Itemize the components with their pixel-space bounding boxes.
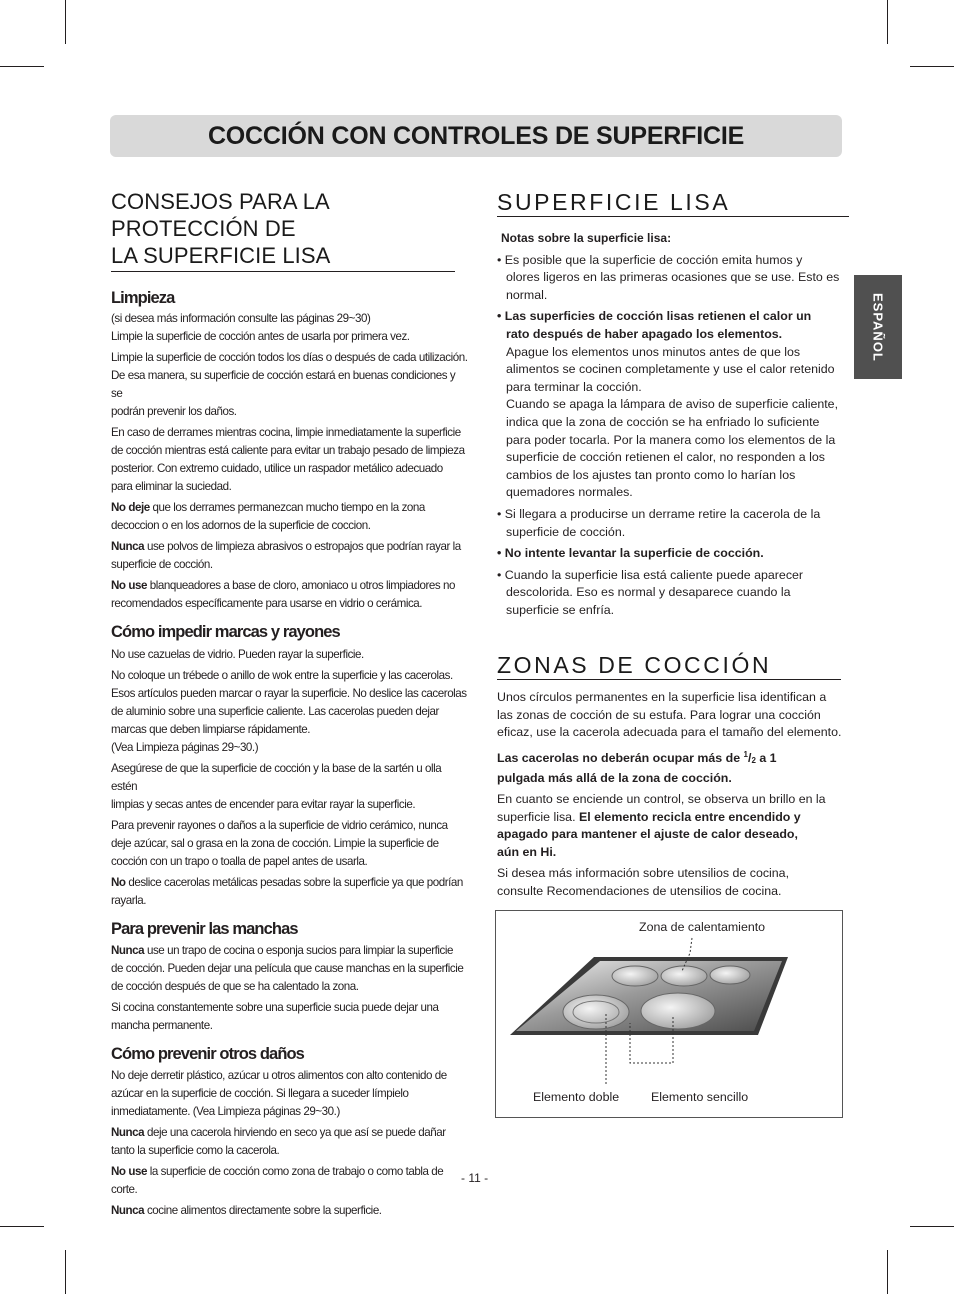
paragraph-line: inmediatamente. (Vea Limpieza páginas 29~30.) <box>111 1105 340 1118</box>
paragraph-line: marcas que deben limpiarse rápidamente. <box>111 723 310 736</box>
paragraph-line <box>111 1202 469 1220</box>
page-number: - 11 - <box>461 1171 489 1185</box>
paragraph-line <box>111 538 469 556</box>
paragraph-line <box>111 1124 469 1142</box>
crop-mark <box>65 0 66 44</box>
text: deje una cacerola hirviendo en seco ya que así se puede dañar <box>144 1126 446 1139</box>
right-column-zonas <box>497 651 849 901</box>
section-heading-zonas: ZONAS DE COCCIÓN <box>497 652 772 678</box>
crop-mark <box>910 1226 954 1227</box>
paragraph-line: tanto la superficie como la cacerola. <box>111 1144 280 1157</box>
paragraph-line: deje azúcar, sal o grasa en la zona de cocción. Limpie la superficie de <box>111 837 439 850</box>
paragraph-line: eficaz, use la cacerola adecuada para el tamaño del elemento. <box>497 725 842 740</box>
language-tab <box>854 275 902 379</box>
emphasis: No <box>111 876 126 889</box>
text: que los derrames permanezcan mucho tiempo en la zona <box>149 501 425 514</box>
bullet-line: normal. <box>506 287 548 302</box>
page-title: COCCIÓN CON CONTROLES DE SUPERFICIE <box>207 121 745 150</box>
cooktop-diagram <box>495 910 843 1118</box>
paragraph-line: (Vea Limpieza páginas 29~30.) <box>111 741 259 754</box>
emphasis: aún en Hi. <box>497 844 557 859</box>
text: a 1 <box>755 750 777 765</box>
bullet-line: para terminar la cocción. <box>506 379 642 394</box>
emphasis: Nunca <box>111 1126 145 1139</box>
left-column <box>111 188 469 1223</box>
burner-small-icon <box>710 966 750 984</box>
text: blanqueadores a base de cloro, amoniaco u otros limpiadores no <box>146 579 456 592</box>
fraction-denominator: 2 <box>751 755 756 765</box>
emphasis: pulgada más allá de la zona de cocción. <box>497 770 732 785</box>
paragraph-line: superficie de cocción. <box>111 558 213 571</box>
paragraph-line <box>111 499 469 517</box>
bullet-line: quemadores normales. <box>506 485 633 500</box>
paragraph-line: de cocción. Pueden dejar una película que cause manchas en la superficie <box>111 962 464 975</box>
emphasis: Nunca <box>111 944 145 957</box>
paragraph-line: De esa manera, su superficie de cocción estará en buenas condiciones y se <box>111 369 456 400</box>
fraction-slash: / <box>748 750 752 765</box>
paragraph-line <box>111 577 469 595</box>
emphasis: • No intente levantar la superficie de cocción. <box>497 546 764 561</box>
paragraph-line: de aluminio sobre una superficie caliente. Las cacerolas pueden dejar <box>111 705 439 718</box>
paragraph-line: No deje derretir plástico, azúcar u otros alimentos con alto contenido de <box>111 1069 447 1082</box>
paragraph-line: Esos artículos pueden marcar o rayar la superficie. No deslice las cacerolas <box>111 687 467 700</box>
bullet-line: alimentos se cocinen completamente y use el calor retenido <box>506 362 835 377</box>
burner-small-icon <box>612 966 658 986</box>
bullet-line: indica que la zona de cocción se ha enfriado lo suficiente <box>506 414 820 429</box>
language-tab-label: ESPAÑOL <box>870 292 886 362</box>
paragraph-line: Limpie la superficie de cocción todos los días o después de cada utilización. <box>111 351 468 364</box>
page-title-bar <box>110 115 842 157</box>
section-heading-superficie-lisa: SUPERFICIE LISA <box>497 189 731 215</box>
bullet-line: superficie de cocción. <box>506 524 626 539</box>
paragraph-line: mancha permanente. <box>111 1019 213 1032</box>
paragraph-line: No coloque un trébede o anillo de wok entre la superficie y las cacerolas. <box>111 669 453 682</box>
paragraph-line: Si desea más información sobre utensilios de cocina, <box>497 866 790 881</box>
bullet-line: superficie de cocción retienen el calor, no responden a los <box>506 450 825 465</box>
text: cocine alimentos directamente sobre la superficie. <box>144 1204 382 1217</box>
paragraph-line <box>497 809 849 827</box>
paragraph-line: de cocción después de que se ha calentado la zona. <box>111 980 359 993</box>
paragraph-line: azúcar en la superficie de cocción. Si llegara a suceder límpielo <box>111 1087 409 1100</box>
bullet-line <box>497 326 849 344</box>
paragraph-line <box>111 874 469 892</box>
paragraph-line: En caso de derrames mientras cocina, limpie inmediatamente la superficie <box>111 426 461 439</box>
label-heating-zone: Zona de calentamiento <box>639 920 766 934</box>
paragraph-line: recomendados específicamente para usarse en vidrio o cerámica. <box>111 597 423 610</box>
paragraph-line: rayarla. <box>111 894 147 907</box>
emphasis: No deje <box>111 501 150 514</box>
crop-mark <box>0 1226 44 1227</box>
burner-small-icon <box>661 966 707 986</box>
crop-mark <box>887 0 888 44</box>
cooktop-illustration <box>496 911 842 1117</box>
paragraph-line: Asegúrese de que la superficie de cocción y la base de la sartén u olla estén <box>111 762 442 793</box>
paragraph-line: podrán prevenir los daños. <box>111 405 237 418</box>
paragraph-line: para eliminar la suciedad. <box>111 480 232 493</box>
emphasis: No use <box>111 579 147 592</box>
paragraph-line: de cocción mientras está caliente para evitar un trabajo pesado de limpieza <box>111 444 465 457</box>
text: use un trapo de cocina o esponja sucios para limpiar la superficie <box>144 944 454 957</box>
emphasis: El elemento recicla entre encendido y <box>578 809 801 824</box>
bullet-line: • Cuando la superficie lisa está caliente puede aparecer <box>497 567 804 582</box>
text: la superficie de cocción como zona de trabajo o como tabla de <box>146 1165 444 1178</box>
text: superficie lisa. <box>497 809 579 824</box>
bullet-line: Apague los elementos unos minutos antes de que los <box>506 344 801 359</box>
paragraph-line: corte. <box>111 1183 138 1196</box>
emphasis: Nunca <box>111 1204 145 1217</box>
paragraph-line: posterior. Con extremo cuidado, utilice un raspador metálico adecuado <box>111 462 443 475</box>
bullet-line <box>497 308 849 326</box>
text: use polvos de limpieza abrasivos o estropajos que podrían rayar la <box>144 540 461 553</box>
bullet-line: olores ligeros en las primeras ocasiones que se use. Esto es <box>506 270 840 285</box>
paragraph-line <box>497 770 849 788</box>
paragraph-line: las zonas de cocción de su estufa. Para lograr una cocción <box>497 707 821 722</box>
subheading-danos: Cómo prevenir otros daños <box>111 1045 304 1063</box>
bullet-line: cambios de los ajustes tan pronto como lo harían los <box>506 467 796 482</box>
bullet-line: • Es posible que la superficie de cocción emita humos y <box>497 252 803 267</box>
bullet-line: superficie se enfría. <box>506 602 615 617</box>
label-single-element: Elemento sencillo <box>651 1090 749 1104</box>
emphasis: No use <box>111 1165 147 1178</box>
bullet-line: para poder tocarla. Por la manera como los elementos de la <box>506 432 836 447</box>
label-double-element: Elemento doble <box>533 1090 620 1104</box>
burner-single-icon <box>641 993 715 1029</box>
paragraph: No use cazuelas de vidrio. Pueden rayar la superficie. <box>111 648 364 661</box>
heading-line: LA SUPERFICIE LISA <box>111 243 331 268</box>
paragraph-line <box>497 746 849 770</box>
paragraph-line <box>497 844 849 862</box>
paragraph-line: Para prevenir rayones o daños a la superficie de vidrio cerámico, nunca <box>111 819 448 832</box>
paragraph-line: decoccion o en los adornos de la superficie de coccion. <box>111 519 371 532</box>
subheading-manchas: Para prevenir las manchas <box>111 920 298 938</box>
paragraph-line <box>111 1163 469 1181</box>
section-heading-consejos <box>111 188 469 269</box>
bullet-line: Cuando se apaga la lámpara de aviso de superficie caliente, <box>506 397 839 412</box>
paragraph-line: consulte Recomendaciones de utensilios de cocina. <box>497 884 782 899</box>
paragraph: Limpie la superficie de cocción antes de usarla por primera vez. <box>111 330 410 343</box>
paragraph-line: Si cocina constantemente sobre una superficie sucia puede dejar una <box>111 1001 439 1014</box>
emphasis: rato después de haber apagado los elementos. <box>506 326 783 341</box>
paragraph-line: limpias y secas antes de encender para evitar rayar la superficie. <box>111 798 416 811</box>
emphasis: • Las superficies de cocción lisas retienen el calor un <box>497 309 812 324</box>
crop-mark <box>65 1250 66 1294</box>
crop-mark <box>887 1250 888 1294</box>
crop-mark <box>0 66 44 67</box>
crop-mark <box>910 66 954 67</box>
paragraph-line <box>497 826 849 844</box>
heading-rule <box>111 271 455 272</box>
text: deslice cacerolas metálicas pesadas sobre la superficie ya que podrían <box>125 876 463 889</box>
text: Las cacerolas no deberán ocupar más de <box>497 750 744 765</box>
bullet-line <box>497 545 849 563</box>
paragraph-line: Unos círculos permanentes en la superficie lisa identifican a <box>497 690 827 704</box>
paragraph: (si desea más información consulte las páginas 29~30) <box>111 312 371 325</box>
paragraph-line: cocción con un trapo o toalla de papel antes de usarla. <box>111 855 368 868</box>
notes-title <box>497 230 849 248</box>
emphasis: apagado para mantener el ajuste de calor deseado, <box>497 827 798 842</box>
right-column-superficie <box>497 188 849 619</box>
heading-rule <box>497 216 849 217</box>
emphasis: Nunca <box>111 540 145 553</box>
fraction-numerator: 1 <box>743 749 748 759</box>
paragraph-line: En cuanto se enciende un control, se observa un brillo en la <box>497 792 826 807</box>
emphasis: Notas sobre la superficie lisa: <box>501 231 672 245</box>
paragraph-line <box>111 942 469 960</box>
subheading-limpieza: Limpieza <box>111 289 175 307</box>
bullet-line: • Si llegara a producirse un derrame retire la cacerola de la <box>497 506 821 521</box>
bullet-line: descolorida. Eso es normal y desaparece cuando la <box>506 585 791 600</box>
heading-line: CONSEJOS PARA LA PROTECCIÓN DE <box>111 189 329 241</box>
subheading-marcas: Cómo impedir marcas y rayones <box>111 623 340 641</box>
